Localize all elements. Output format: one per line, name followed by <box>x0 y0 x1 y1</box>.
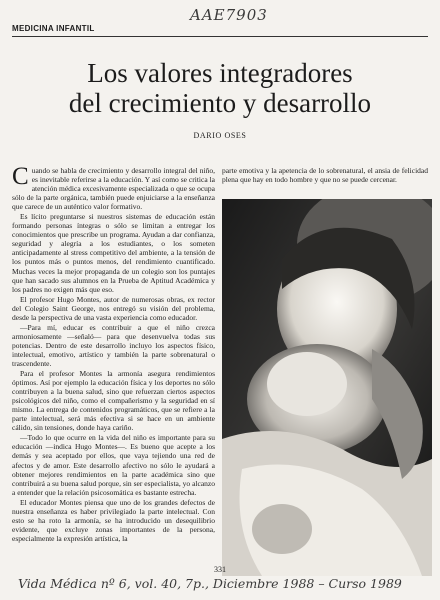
page-number: 331 <box>214 565 226 574</box>
handwritten-citation: Vida Médica nº 6, vol. 40, 7p., Diciembre 1988 – Curso 1989 <box>18 576 402 591</box>
article-title <box>0 58 440 118</box>
handwritten-catalog-number: AAE7903 <box>190 6 268 24</box>
paragraph <box>12 166 215 211</box>
photo-mother-and-child <box>222 199 432 576</box>
paragraph: Es lícito preguntarse si nuestros sistemas de educación están formando personas íntegras o sólo se limitan a entregar los conocimientos que prescribe un programa. Ayudan a dar confianza, seguridad y alegría a los estudiantes, o los someten anticipadamente al stress competitivo del ambiente, a la tensión de los puntos más o puntos menos, del rendimiento cuantificado. Muchas veces la mejor propaganda de un colegio son los puntajes que han sacado sus alumnos en la Prueba de Aptitud Académica y los padres no exigen más que eso. <box>12 212 215 294</box>
paragraph: —Todo lo que ocurre en la vida del niño es importante para su educación —indica Hugo Montes—. Es bueno que acepte a los demás y sea aceptado por ellos, que vaya tejiendo una red de afectos y de amor. Este desarrollo afectivo no sólo le ayudará a obtener mejores rendimientos en la parte académica sino que contribuirá a su buena salud porque, sin ser especialista, yo alcanzo a entender que la relación psicosomática es bastante estrecha. <box>12 433 215 497</box>
paragraph: parte emotiva y la apetencia de lo sobrenatural, el ansia de felicidad plena que hay en todo hombre y que no se puede cercenar. <box>222 166 428 185</box>
right-column <box>222 166 428 196</box>
section-label: MEDICINA INFANTIL <box>12 24 95 33</box>
left-column <box>12 166 215 576</box>
paragraph: Para el profesor Montes la armonía asegura rendimientos óptimos. Así por ejemplo la educación física y los deportes no sólo contribuyen a la buena salud, sino que refuerzan ciertos aspectos psicológicos del niño, como el compañerismo y la seguridad en sí mismo. La entrega de contenidos programáticos, que se refiere a la parte intelectual, será más efectiva si se hace en un ambiente cálido, sin tensiones, donde haya cariño. <box>12 369 215 433</box>
paragraph-text: uando se habla de crecimiento y desarrollo integral del niño, es inevitable referirse a la educación. Y así como se critica la atención médica excesivamente especializada o que se ocupa sólo de la parte orgánica, también puede enjuiciarse a la enseñanza que carece de un auténtico valor formativo. <box>12 166 215 212</box>
title-line-1: Los valores integradores <box>87 58 353 88</box>
paragraph: El profesor Hugo Montes, autor de numerosas obras, ex rector del Colegio Saint George, nos entregó su visión del problema, desde la perspectiva de una vasta experiencia como educador. <box>12 294 215 322</box>
drop-cap: C <box>12 166 29 190</box>
header-rule <box>12 36 428 37</box>
title-line-2: del crecimiento y desarrollo <box>68 88 372 118</box>
photo-image <box>222 199 432 576</box>
author-byline: DARIO OSES <box>193 131 247 140</box>
paragraph: El educador Montes piensa que uno de los grandes defectos de nuestra enseñanza es haber privilegiado la parte intelectual. Con esto se ha roto la armonía, se ha introducido un desequilibrio evidente, que excluye zonas importantes de la persona, especialmente la expresión artística, la <box>12 497 215 543</box>
paragraph: —Para mí, educar es contribuir a que el niño crezca armoniosamente —señaló— para que desenvuelva todas sus potencias. Dentro de este desarrollo incluyo los aspectos físico, intelectual, emotivo, artístico y también la parte sobrenatural o trascendente. <box>12 322 215 368</box>
